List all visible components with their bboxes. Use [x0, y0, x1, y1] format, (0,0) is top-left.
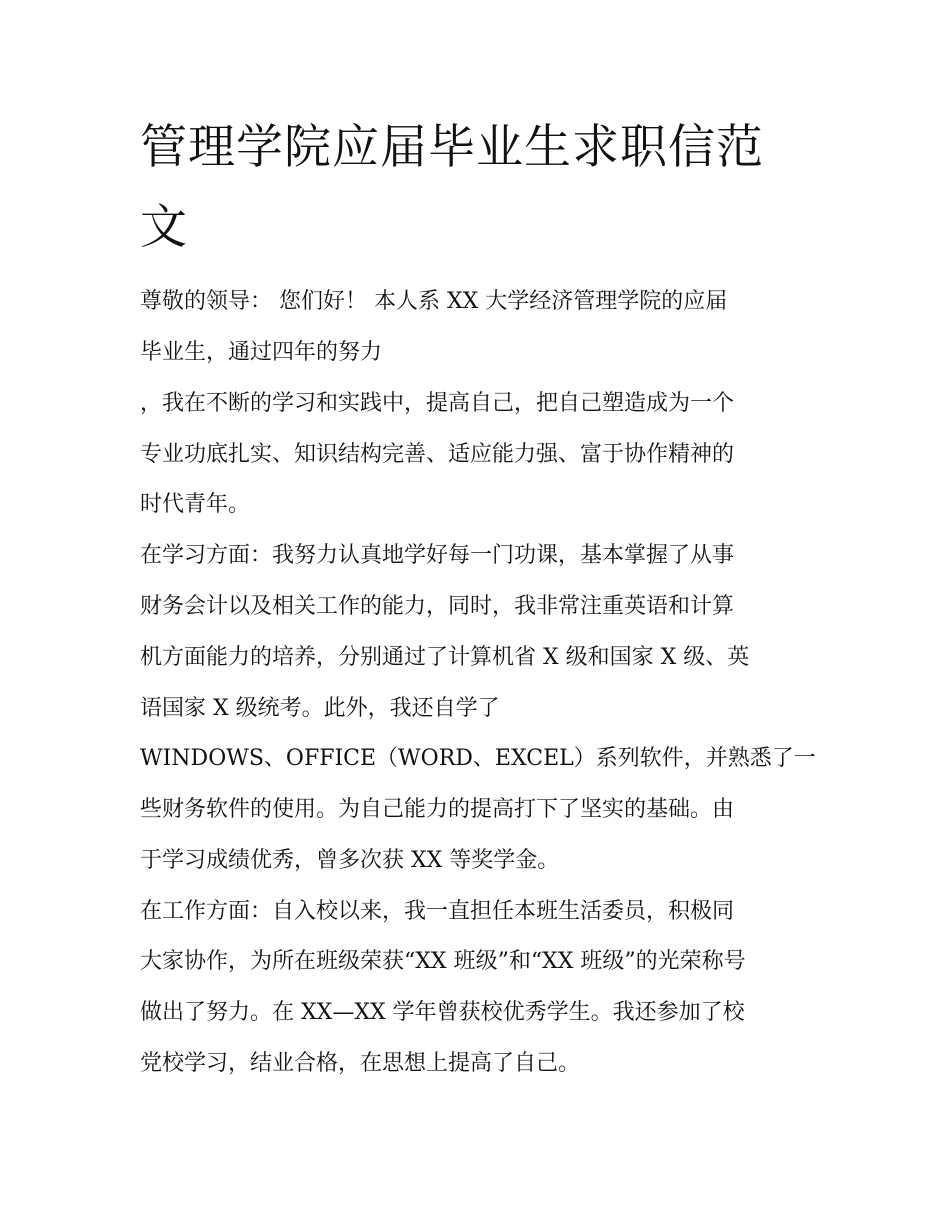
body-line: 机方面能力的培养，分别通过了计算机省 X 级和国家 X 级、英	[140, 645, 750, 670]
body-line: 语国家 X 级统考。此外，我还自学了	[140, 696, 500, 721]
body-line: 做出了努力。在 XX—XX 学年曾获校优秀学生。我还参加了校	[140, 1000, 745, 1025]
body-line: WINDOWS、OFFICE（WORD、EXCEL）系列软件，并熟悉了一	[140, 746, 816, 771]
body-line: 在工作方面：自入校以来，我一直担任本班生活委员，积极同	[140, 899, 735, 924]
document-title	[140, 108, 820, 268]
body-line: 专业功底扎实、知识结构完善、适应能力强、富于协作精神的	[140, 442, 735, 467]
body-line: 财务会计以及相关工作的能力，同时，我非常注重英语和计算	[140, 594, 735, 619]
body-line: 时代青年。	[140, 492, 251, 517]
body-line: 大家协作，为所在班级荣获“XX 班级”和“XX 班级”的光荣称号	[140, 949, 746, 974]
title-line-1: 管理学院应届毕业生求职信范	[140, 120, 764, 175]
body-line: 些财务软件的使用。为自己能力的提高打下了坚实的基础。由	[140, 797, 735, 822]
body-line: 毕业生，通过四年的努力	[140, 340, 383, 365]
body-line: 于学习成绩优秀，曾多次获 XX 等奖学金。	[140, 848, 560, 873]
body-line: 尊敬的领导： 您们好！ 本人系 XX 大学经济管理学院的应届	[140, 289, 728, 314]
body-line: ，我在不断的学习和实践中，提高自己，把自己塑造成为一个	[140, 391, 735, 416]
body-line: 在学习方面：我努力认真地学好每一门功课，基本掌握了从事	[140, 543, 735, 568]
title-line-2: 文	[140, 200, 188, 255]
body-line: 党校学习，结业合格，在思想上提高了自己。	[140, 1051, 581, 1076]
